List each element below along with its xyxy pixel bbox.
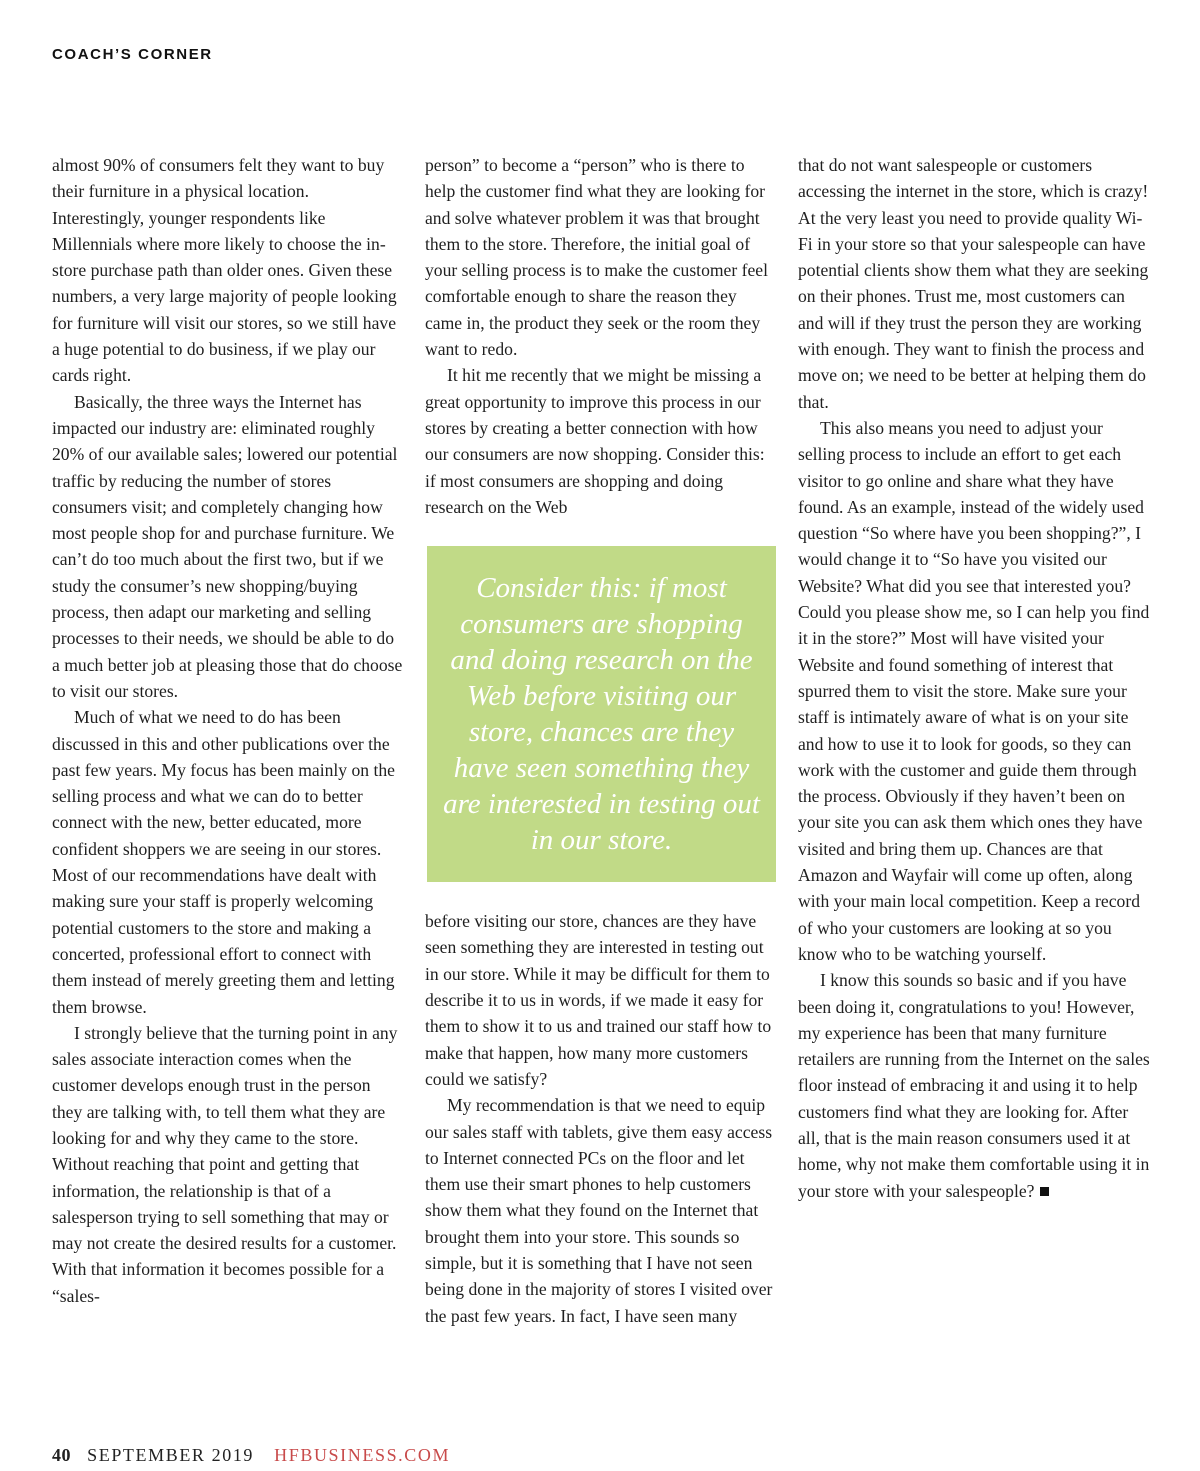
section-header: COACH’S CORNER xyxy=(52,46,213,63)
paragraph-final-text: I know this sounds so basic and if you have been doing it, congratulations to you! However, my experience has been that many furniture retailers are running from the Internet on the sales floor instead of embracing it and using it to help customers find what they are looking for. After all, that is the main reason consumers used it at home, why not make them comfortable using it in your store with your salespeople? xyxy=(798,970,1150,1201)
page-footer xyxy=(52,1445,450,1466)
paragraph: almost 90% of consumers felt they want to buy their furniture in a physical location. Interestingly, younger respondents like Millennials where more likely to choose the in-store purchase path than older ones. Given these numbers, a very large majority of people looking for furniture will visit our stores, so we still have a huge potential to do business, if we play our cards right. xyxy=(52,155,397,386)
paragraph: My recommendation is that we need to equip our sales staff with tablets, give them easy access to Internet connected PCs on the floor and let them use their smart phones to help customers show them what they found on the Internet that brought them into your store. This sounds so simple, but it is something that I have not seen being done in the majority of stores I visited over the past few years. In fact, I have seen many xyxy=(425,1095,773,1326)
pull-quote-text: Consider this: if most consumers are shopping and doing research on the Web before visiting our store, chances are they have seen something they are interested in testing out in our store. xyxy=(443,572,760,857)
article-column-1 xyxy=(52,152,404,1309)
pull-quote-box xyxy=(427,546,776,882)
paragraph-final xyxy=(798,967,1154,1204)
paragraph: I strongly believe that the turning point in any sales associate interaction comes when the customer develops enough trust in the person they are talking with, to tell them what they are looking for and why they came to the store. Without reaching that point and getting that information, the relationship is that of a salesperson trying to sell something that may or may not create the desired results for a customer. With that information it becomes possible for a “sales- xyxy=(52,1022,398,1306)
page-number: 40 xyxy=(52,1445,71,1465)
end-mark-icon xyxy=(1040,1187,1049,1196)
article-column-2 xyxy=(425,152,777,1329)
paragraph: It hit me recently that we might be missing a great opportunity to improve this process in our stores by creating a better connection with how our consumers are now shopping. Consider this: if most consumers are shopping and doing research on the Web xyxy=(425,365,765,517)
paragraph: before visiting our store, chances are they have seen something they are interested in testing out in our store. While it may be difficult for them to describe it to us in words, if we made it easy for them to show it to us and trained our staff how to make that happen, how many more customers could we satisfy? xyxy=(425,911,772,1089)
issue-date: SEPTEMBER 2019 xyxy=(87,1445,255,1465)
article-column-3 xyxy=(798,152,1154,1204)
paragraph: that do not want salespeople or customers accessing the internet in the store, which is crazy! At the very least you need to provide quality Wi-Fi in your store so that your salespeople can have potential clients show them what they are seeking on their phones. Trust me, most customers can and will if they trust the person they are working with enough. They want to finish the process and move on; we need to be better at helping them do that. xyxy=(798,155,1149,412)
paragraph: person” to become a “person” who is there to help the customer find what they are looking for and solve whatever problem it was that brought them to the store. Therefore, the initial goal of your selling process is to make the customer feel comfortable enough to share the reason they came in, the product they seek or the room they want to redo. xyxy=(425,155,768,360)
paragraph: This also means you need to adjust your selling process to include an effort to get each visitor to go online and share what they have found. As an example, instead of the widely used question “So where have you been shopping?”, I would change it to “So have you visited our Website? What did you see that interested you? Could you please show me, so I can help you find it in the store?” Most will have visited your Website and found something of interest that spurred them to visit the store. Make sure your staff is intimately aware of what is on your site and how to use it to look for goods, so they can work with the customer and guide them through the process. Obviously if they haven’t been on your site you can ask them which ones they have visited and bring them up. Chances are that Amazon and Wayfair will come up often, along with your main local competition. Keep a record of who your customers are looking at so you know who to be watching yourself. xyxy=(798,417,1150,964)
paragraph: Much of what we need to do has been discussed in this and other publications over the past few years. My focus has been mainly on the selling process and what we can do to better connect with the new, better educated, more confident shoppers we are seeing in our stores. Most of our recommendations have dealt with making sure your staff is properly welcoming potential customers to the store and making a concerted, professional effort to connect with them instead of merely greeting them and letting them browse. xyxy=(52,707,395,1017)
paragraph: Basically, the three ways the Internet has impacted our industry are: eliminated roughly 20% of our available sales; lowered our potential traffic by reducing the number of stores consumers visit; and completely changing how most people shop for and purchase furniture. We can’t do too much about the first two, but if we study the consumer’s new shopping/buying process, then adapt our marketing and selling processes to their needs, we should be able to do a much better job at pleasing those that do choose to visit our stores. xyxy=(52,391,403,701)
website-link[interactable]: HFBUSINESS.COM xyxy=(274,1445,451,1465)
